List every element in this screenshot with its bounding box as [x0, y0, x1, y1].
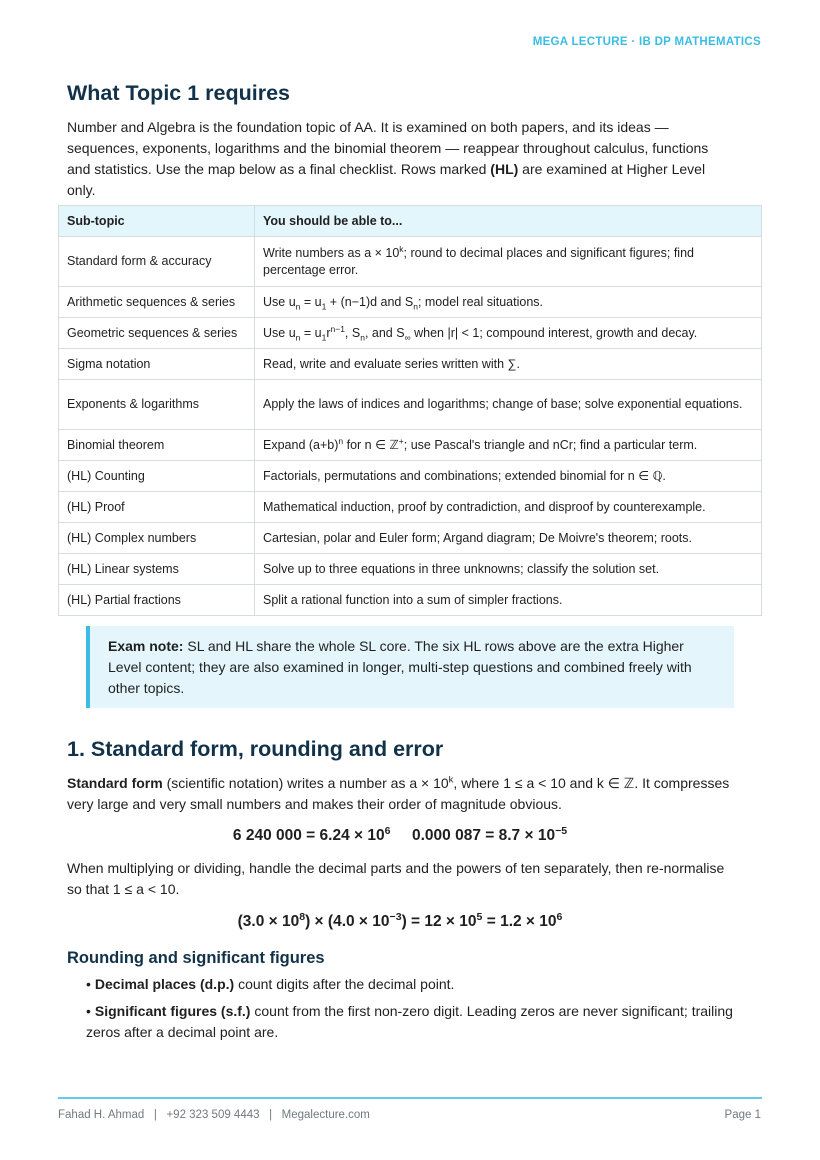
table-row [59, 318, 762, 349]
table-cell-topic: Binomial theorem [59, 430, 255, 461]
intro-paragraph-hl: (HL) [490, 161, 519, 177]
table-cell-topic: (HL) Proof [59, 492, 255, 523]
table-row [59, 492, 762, 523]
table-cell-topic: (HL) Partial fractions [59, 585, 255, 616]
table-row [59, 585, 762, 616]
table-cell-topic: (HL) Linear systems [59, 554, 255, 585]
exam-note-label: Exam note: [108, 638, 184, 654]
table-cell-desc: Mathematical induction, proof by contradiction, and disproof by counterexample. [255, 492, 762, 523]
section-standard-form [67, 734, 733, 1049]
col-header-able-to: You should be able to... [255, 206, 762, 237]
exam-note-callout [86, 626, 734, 708]
bullet-text: count digits after the decimal point. [234, 976, 455, 992]
bullet-text: count from the first non-zero digit. Leading zeros are never significant; trailing zeros after a decimal point are. [86, 1003, 733, 1040]
table-cell-topic: Standard form & accuracy [59, 237, 255, 287]
table-cell-topic: (HL) Complex numbers [59, 523, 255, 554]
intro-paragraph [67, 117, 733, 201]
table-cell-desc: Use $u_n = u_1r^{n-1}$, $S_n$, and $S_\infty$ when |r| < 1; compound interest, growth and decay. [255, 318, 762, 349]
intro-paragraph-end: are examined at Higher Level only. [67, 161, 706, 198]
table-cell-desc: Read, write and evaluate series written with ∑. [255, 349, 762, 380]
footer-contact: Fahad H. Ahmad | +92 323 509 4443 | Megalecture.com [58, 1109, 370, 1121]
standard-form-definition: Standard form (scientific notation) writes a number as $a \times 10^k$, where 1 ≤ a < 10 and k ∈ ℤ. It compresses very large and very small numbers and makes their order of magnitude obvious. [67, 774, 730, 812]
table-cell-topic: (HL) Counting [59, 461, 255, 492]
list-item: • Significant figures (s.f.) count from the first non-zero digit. Leading zeros are never significant; trailing zeros after a decimal point are. [86, 1003, 733, 1040]
table-cell-topic: Geometric sequences & series [59, 318, 255, 349]
multiplication-example: $(3.0 \times 10^8) \times (4.0 \times 10^{-3}) = 12 \times 10^5 = 1.2 \times 10^6$ [237, 910, 563, 930]
bullet-term: Decimal places (d.p.) [94, 976, 235, 992]
table-cell-desc: Cartesian, polar and Euler form; Argand diagram; De Moivre's theorem; roots. [255, 523, 762, 554]
table-cell-desc: Split a rational function into a sum of simpler fractions. [255, 585, 762, 616]
list-item: • Decimal places (d.p.) count digits after the decimal point. [86, 976, 455, 992]
table-cell-desc: Solve up to three equations in three unknowns; classify the solution set. [255, 554, 762, 585]
table-row [59, 287, 762, 318]
rounding-heading: Rounding and significant figures [67, 949, 325, 967]
bullet-term: Significant figures (s.f.) [94, 1003, 251, 1019]
intro-section [67, 78, 733, 201]
table-row [59, 554, 762, 585]
table-row [59, 237, 762, 287]
table-cell-topic: Sigma notation [59, 349, 255, 380]
table-cell-desc: Write numbers as $a \times 10^k$; round to decimal places and significant figures; find percentage error. [255, 237, 762, 287]
exam-note-text: SL and HL share the whole SL core. The six HL rows above are the extra Higher Level content; they are also examined in longer, multi-step questions and combined freely with other topics. [108, 638, 692, 696]
intro-paragraph-start: Number and Algebra is the foundation topic of AA. It is examined on both papers, and its ideas — sequences, exponents, logarithms and the binomial theorem — reappear throughout calculus, functions and statistics. Use the map below as a final checklist. Rows marked [67, 119, 709, 177]
rounding-list [67, 974, 733, 1043]
table-row [59, 461, 762, 492]
standard-form-examples: 6 240 $000 = 6.24 \times 10^6$ 0.000 $087 = 8.7 \times 10^{-5}$ [232, 824, 568, 844]
table-row [59, 380, 762, 430]
table-cell-desc: Use $u_n = u_1 + (n-1)d$ and $S_n$; model real situations. [255, 287, 762, 318]
table-cell-topic: Arithmetic sequences & series [59, 287, 255, 318]
col-header-subtopic: Sub-topic [59, 206, 255, 237]
page-number: Page 1 [724, 1109, 761, 1121]
table-cell-desc: Expand $(a+b)^n$ for n ∈ ℤ+; use Pascal's triangle and nCr; find a particular term. [255, 430, 762, 461]
table-row [59, 349, 762, 380]
standard-form-term: Standard form [67, 775, 163, 791]
section1-title: 1. Standard form, rounding and error [67, 737, 444, 761]
table-cell-desc: Apply the laws of indices and logarithms; change of base; solve exponential equations. [255, 380, 762, 430]
table-header-row [59, 206, 762, 237]
table-row [59, 523, 762, 554]
footer-divider [58, 1097, 762, 1099]
intro-title: What Topic 1 requires [67, 81, 290, 105]
table-cell-desc: Factorials, permutations and combinations; extended binomial for n ∈ ℚ. [255, 461, 762, 492]
multiply-divide-paragraph: When multiplying or dividing, handle the decimal parts and the powers of ten separately, then re-normalise so that 1 ≤ a < 10. [67, 860, 725, 897]
table-cell-topic: Exponents & logarithms [59, 380, 255, 430]
topic-checklist-table [58, 205, 762, 616]
header-brand: MEGA LECTURE · IB DP MATHEMATICS [532, 36, 761, 48]
table-row [59, 430, 762, 461]
